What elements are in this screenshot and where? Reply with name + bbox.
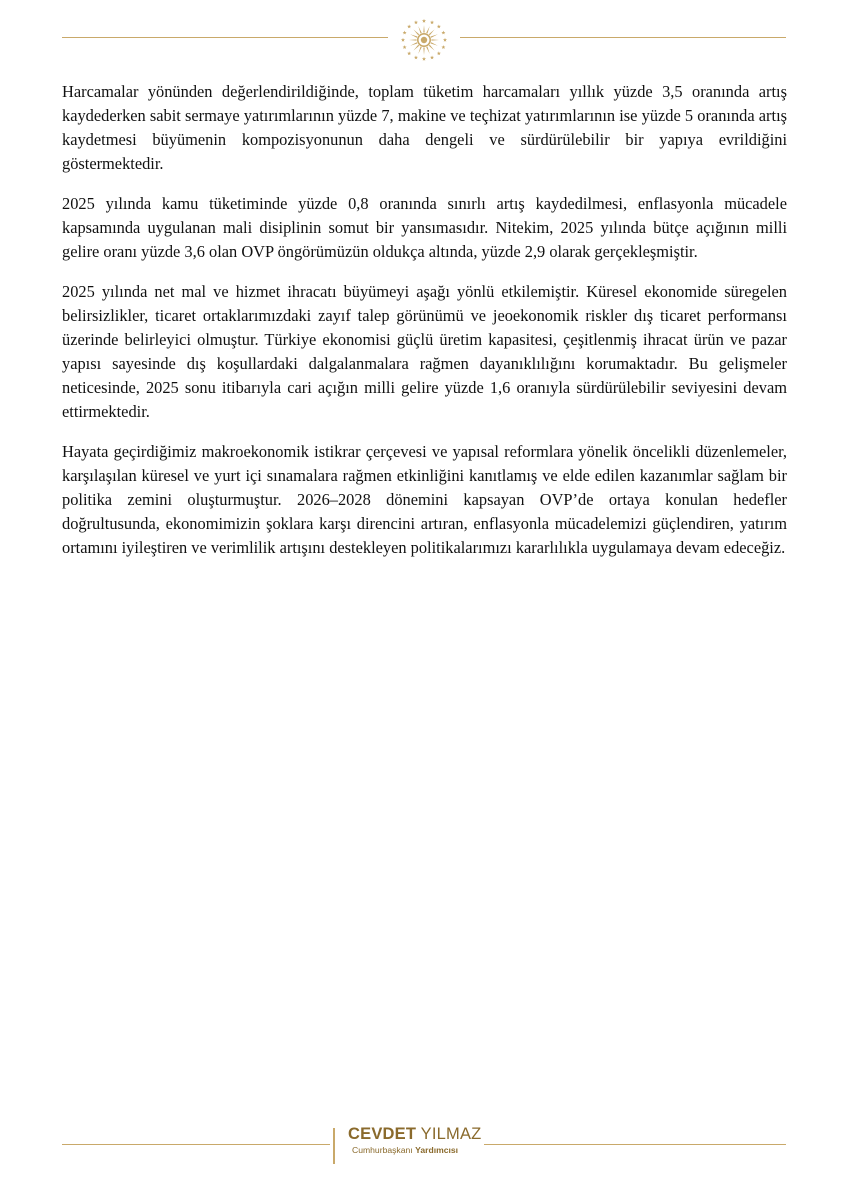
seal-ray (418, 47, 422, 54)
seal-ray (431, 34, 438, 38)
seal-star (401, 38, 405, 42)
seal-star (414, 55, 418, 59)
seal-star (437, 24, 441, 28)
seal-star (414, 20, 418, 24)
paragraph-spending: Harcamalar yönünden değerlendirildiğinde, toplam tüketim harcamaları yıllık yüzde 3,5 oranında artış kaydederken sabit sermaye yatırımlarının yüzde 7, makine ve teçhizat yatırımlarının ise yüzde 5 oranında artış kaydetmesi büyümenin kompozisyonunun daha dengeli ve sürdürülebilir bir yapıya evrildiğini göstermektedir. (62, 82, 787, 173)
footer-rule-right (484, 1144, 786, 1145)
presidential-seal-icon (398, 10, 450, 64)
signatory-first-name: CEVDET (348, 1125, 417, 1143)
seal-star (407, 51, 411, 55)
seal-star (430, 20, 434, 24)
seal-star (443, 38, 447, 42)
seal-ray (410, 34, 417, 38)
page-header (0, 0, 848, 70)
seal-star (407, 24, 411, 28)
seal-star (403, 31, 407, 35)
seal-ray (431, 39, 439, 40)
seal-star (437, 51, 441, 55)
page-footer (0, 1120, 848, 1180)
seal-ray (409, 39, 417, 40)
seal-star (403, 45, 407, 49)
seal-ray (429, 45, 435, 51)
seal-star (441, 31, 445, 35)
paragraph-exports: 2025 yılında net mal ve hizmet ihracatı büyümeyi aşağı yönlü etkilemiştir. Küresel ekonomide süregelen belirsizlikler, ticaret ortaklarımızdaki zayıf talep görünümü ve jeoekonomik riskler dış ticaret performansı üzerinde belirleyici olmuştur. Türkiye ekonomisi güçlü üretim kapasitesi, çeşitlenmiş ihracat ürün ve pazar yapısı sayesinde dış koşullardaki dalgalanmalara rağmen dayanıklılığını korumaktadır. Bu gelişmeler neticesinde, 2025 sonu itibarıyla cari açığın milli gelire yüzde 1,6 oranıyla sürdürülebilir seviyesini devam ettirmektedir. (62, 282, 787, 421)
seal-ray (423, 47, 424, 55)
signature-block (348, 1124, 488, 1156)
signatory-last-name: YILMAZ (420, 1125, 482, 1143)
signatory-title-part2: Yardımcısı (415, 1145, 459, 1155)
seal-star (422, 19, 426, 23)
seal-ray (423, 25, 424, 33)
seal-star (441, 45, 445, 49)
header-rule-right (460, 37, 786, 38)
footer-accent-bar (333, 1128, 335, 1164)
signatory-title (352, 1144, 488, 1156)
seal-ray (410, 42, 417, 46)
paragraph-policy: Hayata geçirdiğimiz makroekonomik istikrar çerçevesi ve yapısal reformlara yönelik öncelikli düzenlemeler, karşılaşılan küresel ve yurt içi sınamalara rağmen etkinliğini kanıtlamış ve elde edilen kazanımlar sağlam bir politika zemini oluşturmuştur. 2026–2028 dönemini kapsayan OVP’de ortaya konulan hedefler doğrultusunda, ekonomimizin şoklara karşı direncini artıran, enflasyonla mücadelemizi güçlendiren, yatırım ortamını iyileştiren ve verimlilik artışını destekleyen politikalarımızı kararlılıkla uygulamaya devam edeceğiz. (62, 442, 787, 557)
seal-ray (413, 29, 419, 35)
seal-ray (418, 26, 422, 33)
seal-star (422, 57, 426, 61)
document-body (62, 80, 787, 576)
signatory-name (348, 1124, 488, 1144)
seal-ray (426, 26, 430, 33)
signatory-title-part1: Cumhurbaşkanı (352, 1145, 413, 1155)
seal-ray (413, 45, 419, 51)
seal-star (430, 55, 434, 59)
seal-ray (431, 42, 438, 46)
seal-ray (429, 29, 435, 35)
paragraph-public-consumption: 2025 yılında kamu tüketiminde yüzde 0,8 oranında sınırlı artış kaydedilmesi, enflasyonla mücadele kapsamında uygulanan mali disiplinin somut bir yansımasıdır. Nitekim, 2025 yılında bütçe açığının milli gelire oranı yüzde 3,6 olan OVP öngörümüzün oldukça altında, yüzde 2,9 olarak gerçekleşmiştir. (62, 194, 787, 261)
header-rule-left (62, 37, 388, 38)
seal-ray (426, 47, 430, 54)
footer-rule-left (62, 1144, 330, 1145)
